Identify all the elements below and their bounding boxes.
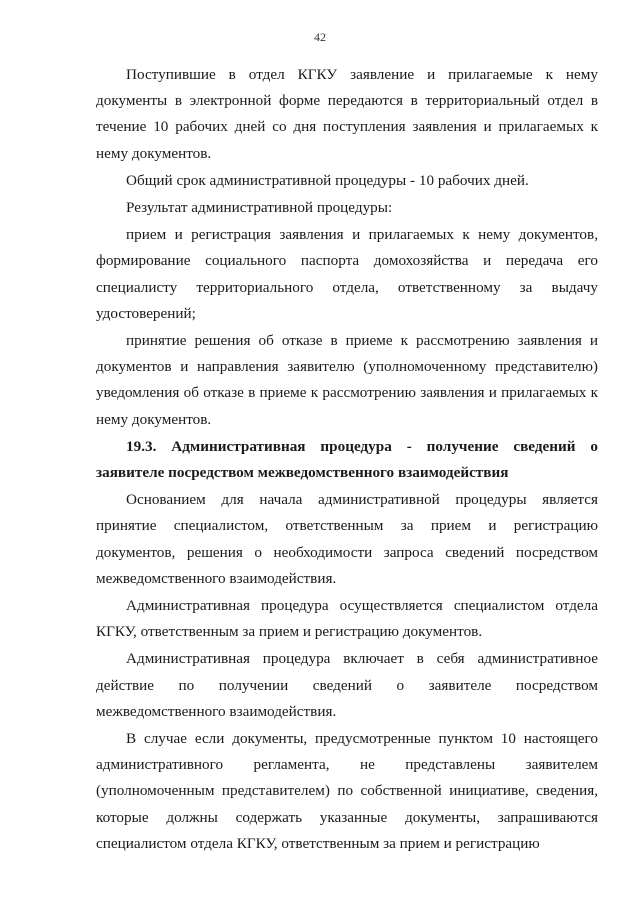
paragraph-transfer-documents: Поступившие в отдел КГКУ заявление и прилагаемые к нему документы в электронной форме передаются в территориальный отдел в течение 10 рабочих дней со дня поступления заявления и прилагаемых к нему документов. [96,66,598,162]
paragraph-result-registration: прием и регистрация заявления и прилагаемых к нему документов, формирование социального паспорта домохозяйства и передача его специалисту территориального отдела, ответственному за выдачу удостоверений; [96,226,598,322]
paragraph-performer: Административная процедура осуществляется специалистом отдела КГКУ, ответственным за прием и регистрацию документов. [96,597,598,641]
document-body [96,62,598,858]
paragraph-action: Административная процедура включает в себя административное действие по получении сведений о заявителе посредством межведомственного взаимодействия. [96,650,598,720]
paragraph-total-term: Общий срок административной процедуры - 10 рабочих дней. [126,171,529,189]
paragraph-result-refusal: принятие решения об отказе в приеме к рассмотрению заявления и документов и направления заявителю (уполномоченному представителю) уведомления об отказе в приеме к рассмотрению заявления и прилагаемых к нему документов. [96,332,598,428]
paragraph-request-info: В случае если документы, предусмотренные пунктом 10 настоящего административного регламента, не представлены заявителем (уполномоченным представителем) по собственной инициативе, сведения, которые должны содержать указанные документы, запрашиваются специалистом отдела КГКУ, ответственным за прием и регистрацию [96,730,598,852]
paragraph-grounds: Основанием для начала административной процедуры является принятие специалистом, ответственным за прием и регистрацию документов, решения о необходимости запроса сведений посредством межведомственного взаимодействия. [96,491,598,587]
page-number: 42 [314,30,326,44]
section-heading-19-3: 19.3. Административная процедура - получение сведений о заявителе посредством межведомственного взаимодействия [96,437,598,482]
paragraph-result-heading: Результат административной процедуры: [126,199,393,217]
